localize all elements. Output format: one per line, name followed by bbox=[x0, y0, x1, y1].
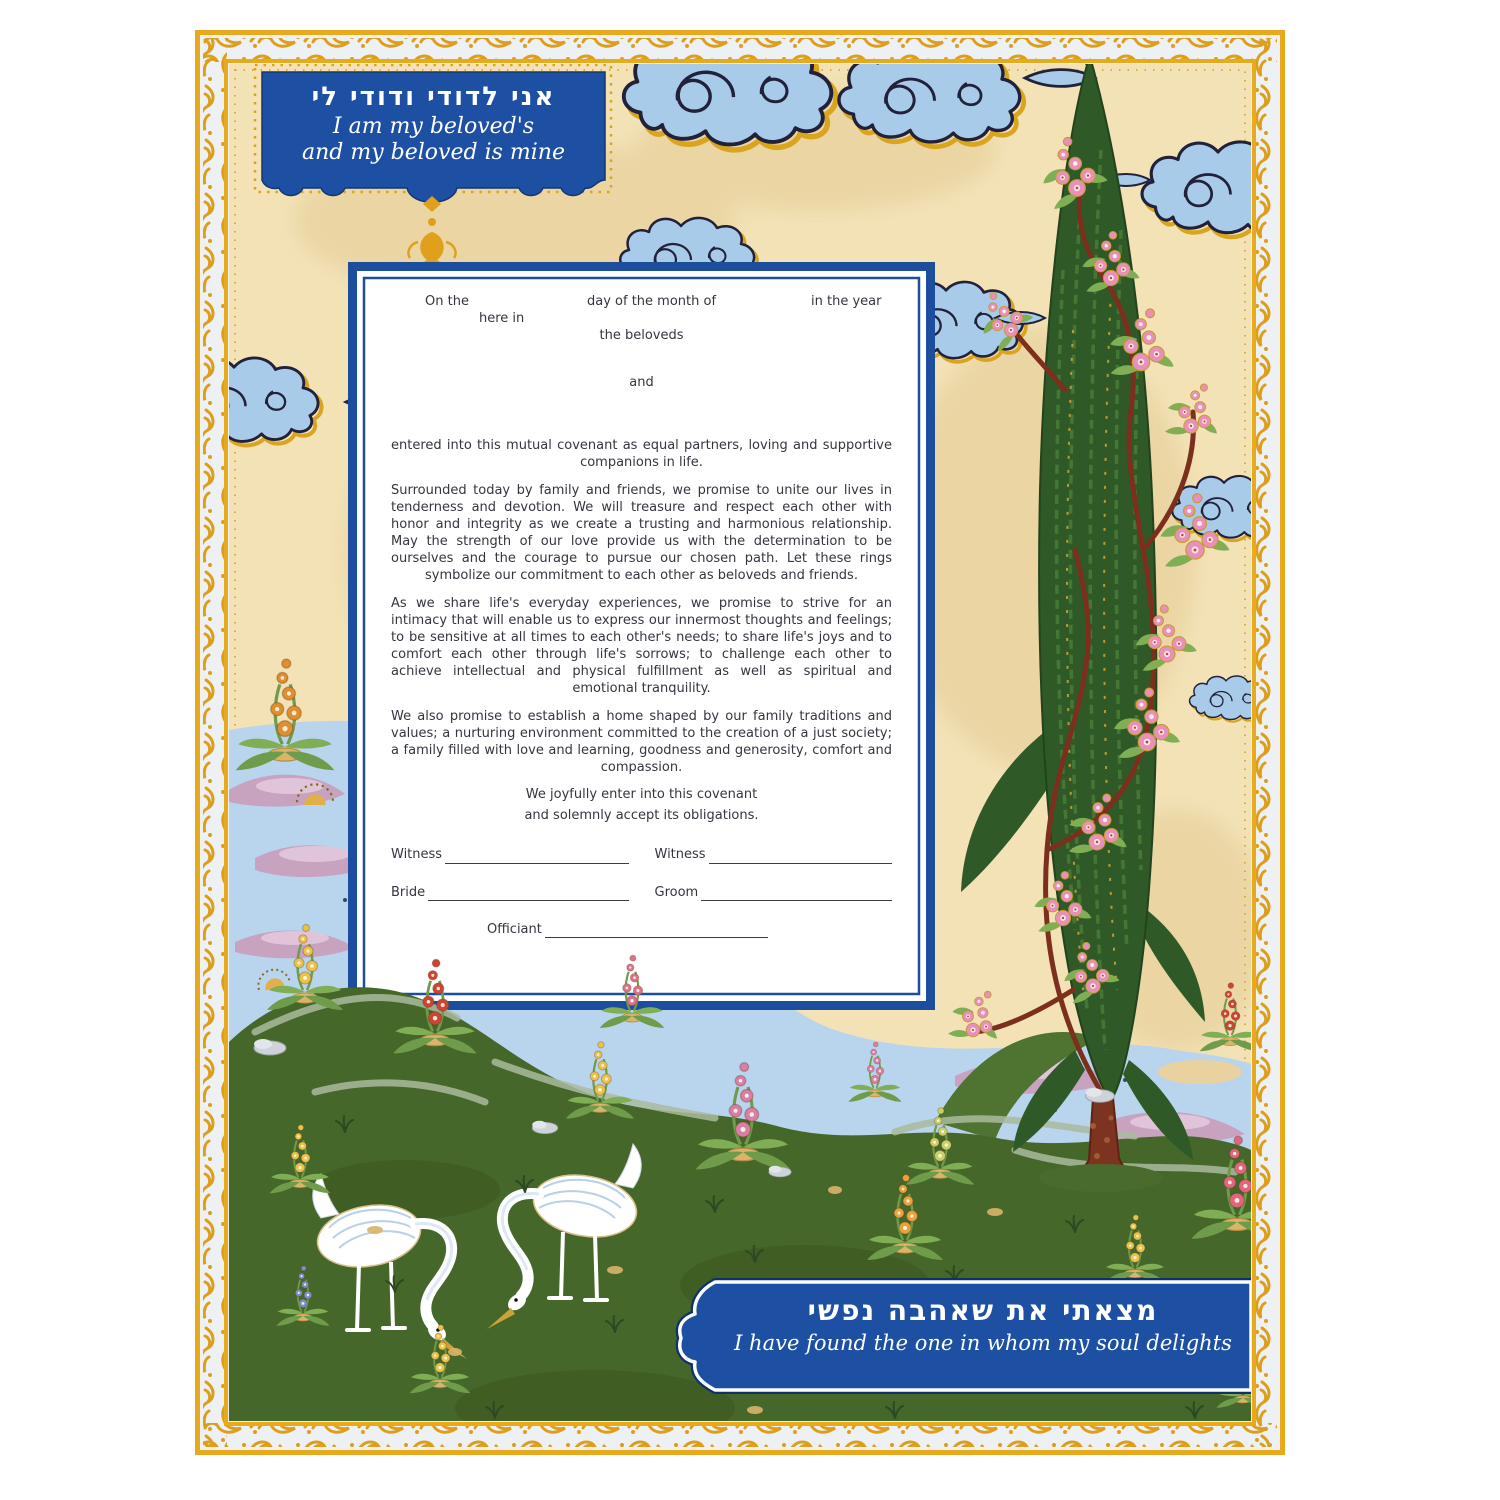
date-in-the-year: in the year bbox=[811, 294, 882, 309]
covenant-paragraph-3: As we share life's everyday experiences, we promise to strive for an intimacy that will enable us to express our innermost thoughts and feelings; to be sensitive at all times to each other's needs; to share life's joys and to comfort each other through life's sorrows; to challenge each other to achieve intellectual and physical fulfillment as well as spiritual and emotional tranquility. bbox=[391, 595, 892, 697]
top-banner-english-line2: and my beloved is mine bbox=[302, 140, 565, 165]
date-day-of-month: day of the month of bbox=[587, 294, 717, 309]
date-on-the: On the bbox=[425, 294, 469, 309]
bottom-banner-hebrew: מצאתי את שאהבה נפשי bbox=[807, 1294, 1159, 1327]
date-here-in: here in bbox=[479, 311, 525, 326]
date-line-2 bbox=[391, 310, 892, 327]
the-beloveds-label: the beloveds bbox=[599, 328, 684, 343]
top-banner-hebrew: אני לדודי ודודי לי bbox=[311, 82, 556, 112]
bride-label: Bride bbox=[391, 884, 426, 900]
witness-right-signature bbox=[655, 846, 893, 863]
top-banner-english-line1: I am my beloved's bbox=[332, 114, 535, 139]
covenant-paragraph-4: We also promise to establish a home shaped by our family traditions and values; a nurturing environment committed to the creation of a just society; a family filled with love and learning, goodness and generosity, comfort and compassion. bbox=[391, 708, 892, 775]
officiant-signature bbox=[487, 921, 768, 938]
artwork bbox=[195, 30, 1285, 1455]
closing-line-2: and solemnly accept its obligations. bbox=[524, 808, 759, 824]
witness-left-signature-line bbox=[445, 850, 628, 864]
witness-right-label: Witness bbox=[654, 847, 706, 863]
covenant-paragraph-1: entered into this mutual covenant as equal partners, loving and supportive companions in life. bbox=[391, 438, 892, 471]
bride-signature bbox=[391, 884, 629, 901]
and-label: and bbox=[629, 375, 654, 391]
bride-signature-line bbox=[428, 887, 628, 901]
groom-label: Groom bbox=[654, 884, 699, 900]
date-line-1 bbox=[391, 293, 892, 310]
groom-signature bbox=[655, 884, 893, 901]
covenant-paragraph-2: Surrounded today by family and friends, we promise to unite our lives in tenderness and devotion. We will treasure and respect each other with honor and integrity as we create a trusting and harmonious relationship. May the strength of our love provide us with the determination to be ourselves and the courage to pursue our chosen path. Let these rings symbolize our commitment to each other as beloveds and friends. bbox=[391, 482, 892, 584]
bottom-banner-english: I have found the one in whom my soul delights bbox=[734, 1331, 1232, 1355]
signature-block bbox=[391, 846, 892, 937]
groom-signature-line bbox=[701, 887, 892, 901]
officiant-label: Officiant bbox=[487, 921, 542, 937]
bottom-banner-text bbox=[715, 1292, 1251, 1356]
witness-left-signature bbox=[391, 846, 629, 863]
witness-right-signature-line bbox=[709, 850, 892, 864]
top-banner-text bbox=[262, 80, 605, 166]
officiant-signature-line bbox=[545, 924, 768, 938]
certificate-text bbox=[365, 277, 918, 995]
closing-line-1: We joyfully enter into this covenant bbox=[525, 787, 758, 803]
witness-left-label: Witness bbox=[391, 847, 443, 863]
